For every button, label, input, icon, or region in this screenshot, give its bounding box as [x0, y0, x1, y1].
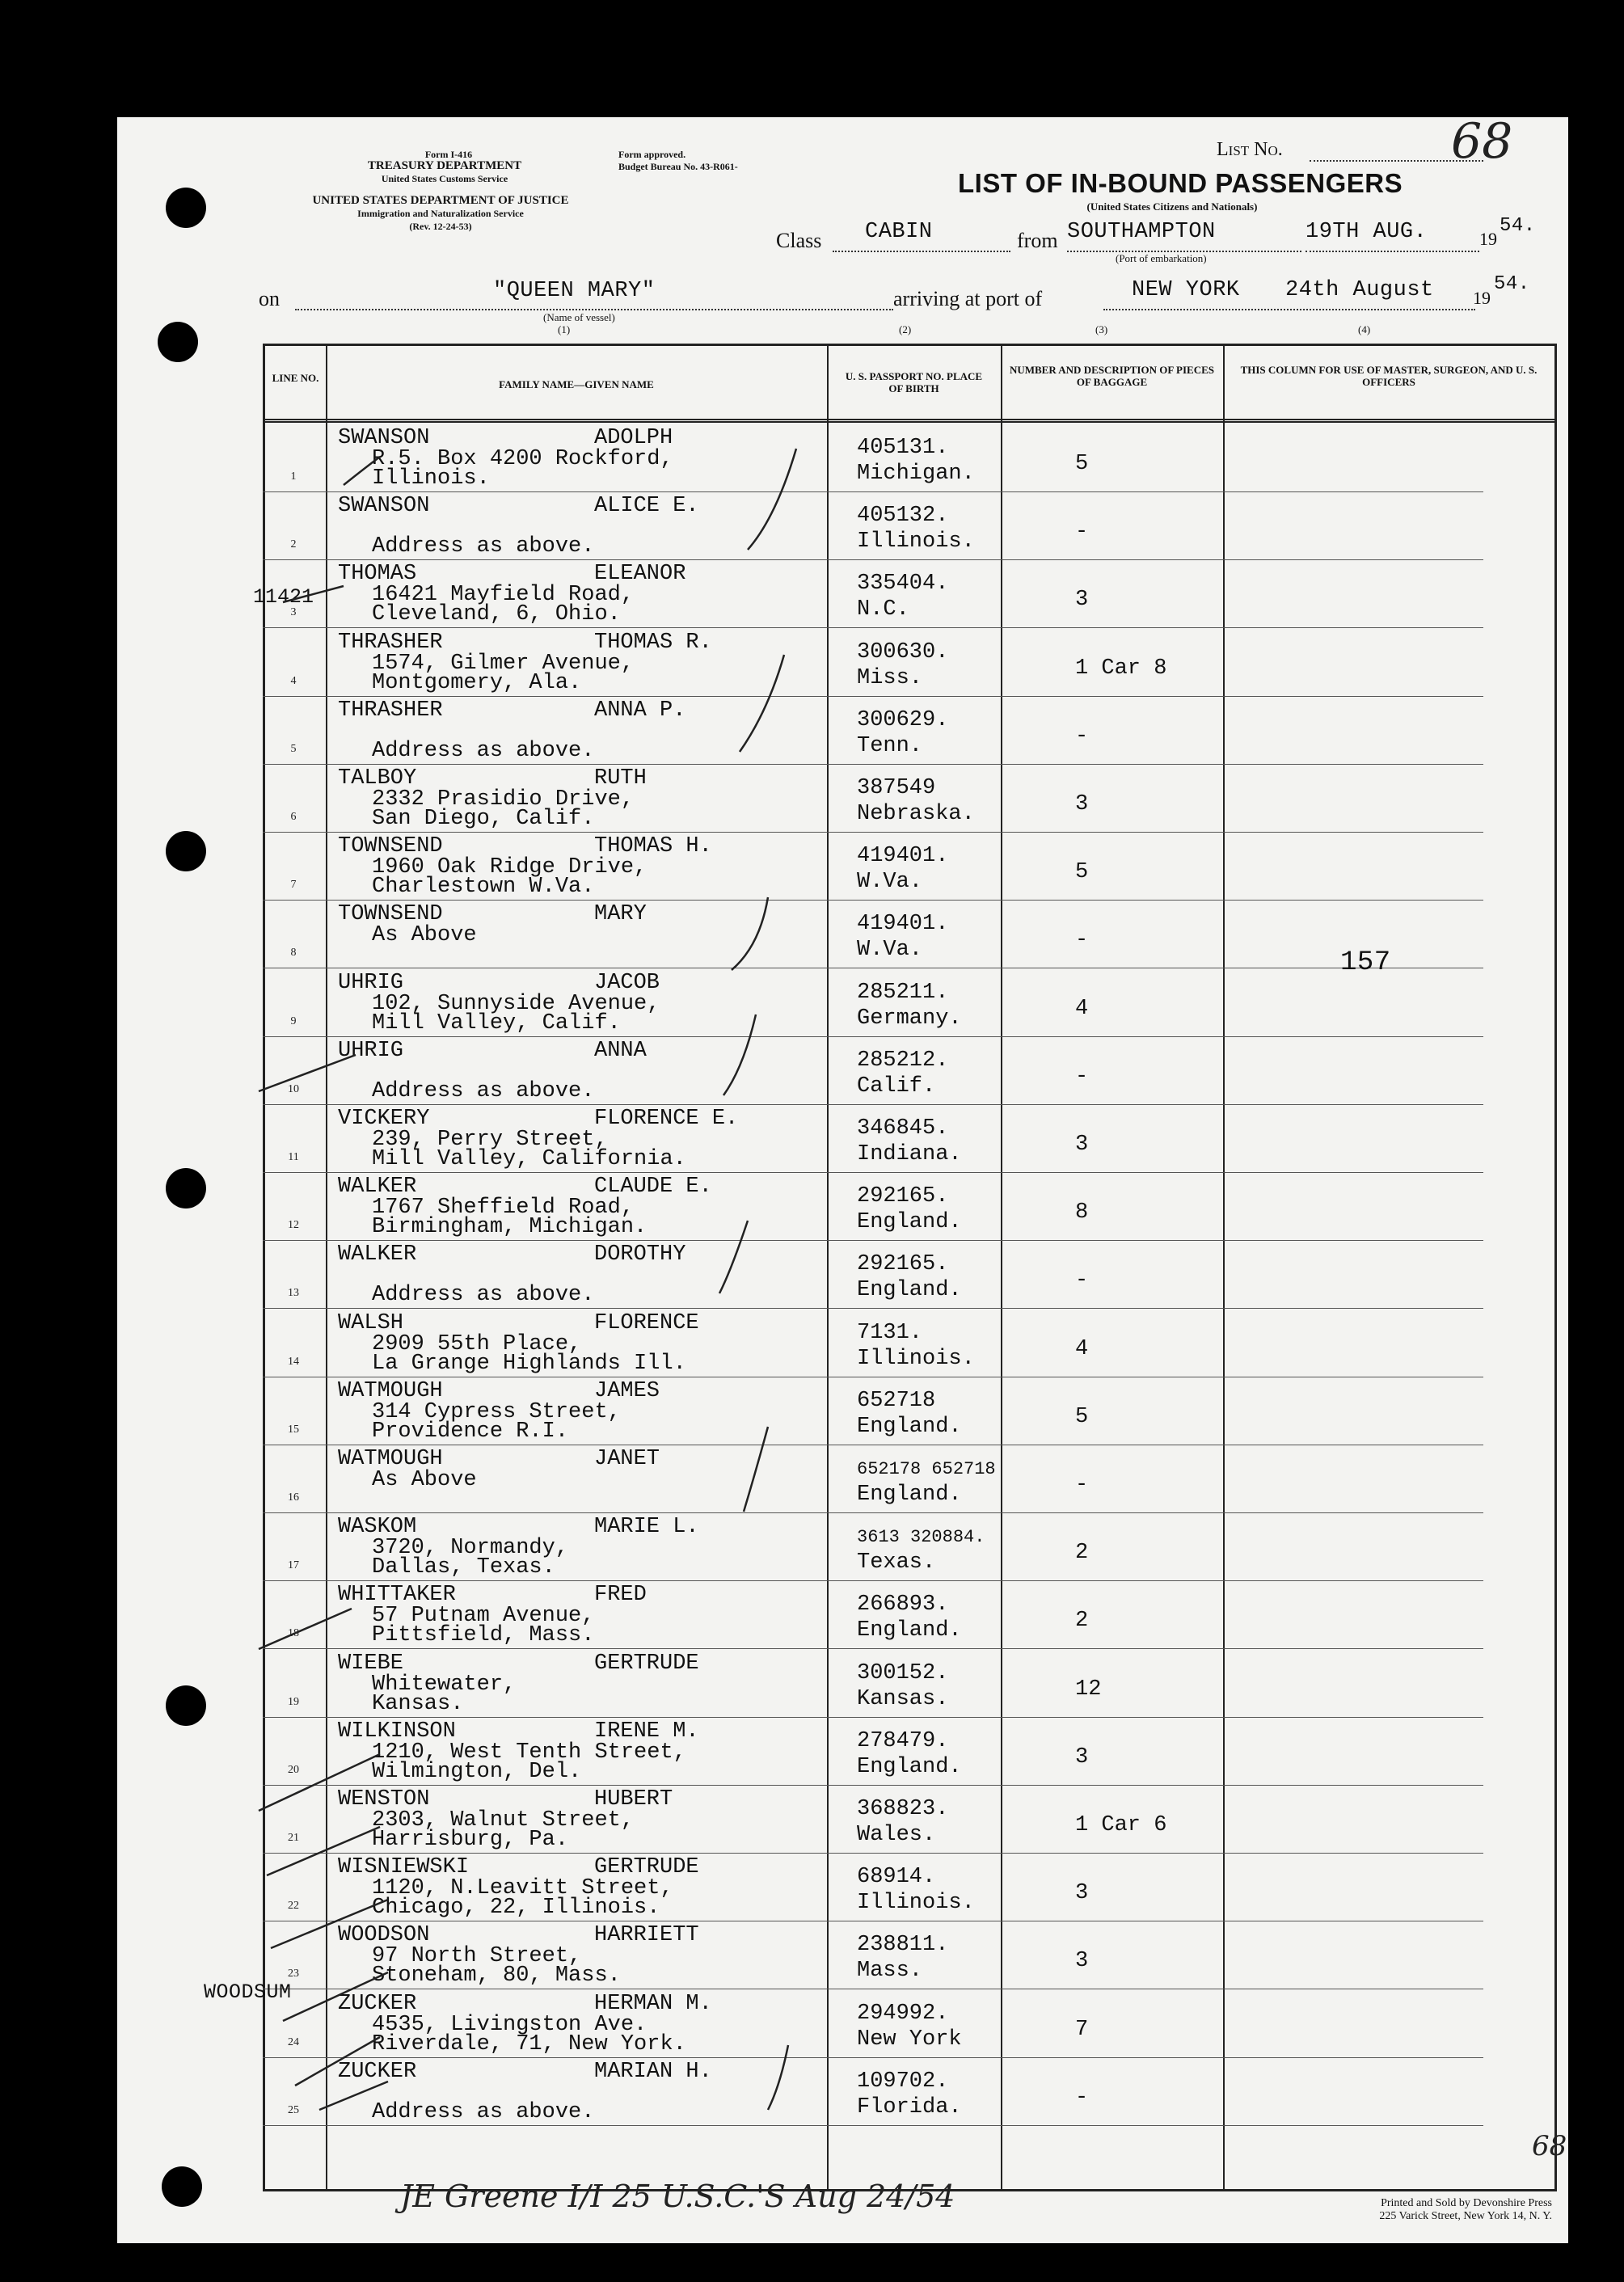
birth-place: New York [857, 2027, 962, 2052]
address-line-2: Kansas. [372, 1691, 464, 1716]
address-line-2: Dallas, Texas. [372, 1555, 555, 1580]
given-name: FRED [594, 1583, 647, 1608]
passport-number: 405131. [857, 436, 949, 460]
row-separator [263, 1853, 1483, 1854]
bottom-handwritten-note: JE Greene I/I 25 U.S.C.'S Aug 24/54 [400, 2179, 955, 2214]
baggage-count: 3 [1075, 1133, 1089, 1157]
address-line-2: Mill Valley, California. [372, 1147, 686, 1171]
row-number: 20 [288, 1763, 299, 1776]
row-number: 22 [288, 1900, 299, 1913]
passport-number: 68914. [857, 1865, 936, 1890]
family-name: WIEBE [338, 1651, 404, 1676]
passport-number: 238811. [857, 1933, 949, 1958]
passport-number: 294992. [857, 2001, 949, 2026]
given-name: DOROTHY [594, 1242, 686, 1268]
row-number: 16 [288, 1491, 299, 1504]
birth-place: Miss. [857, 665, 923, 690]
binder-hole [166, 831, 206, 871]
baggage-count: 1 Car 6 [1075, 1813, 1167, 1837]
baggage-count: 4 [1075, 996, 1089, 1021]
address-line-2: Wilmington, Del. [372, 1759, 582, 1784]
family-name: UHRIG [338, 970, 404, 995]
address-line-1: 1574, Gilmer Avenue, [372, 651, 635, 676]
baggage-count: - [1075, 1064, 1089, 1089]
class-line [833, 251, 1010, 252]
given-name: THOMAS R. [594, 630, 712, 655]
on-line [295, 309, 893, 310]
address-line-1: 1120, N.Leavitt Street, [372, 1876, 673, 1901]
row-separator [263, 1104, 1483, 1105]
address-line-2: La Grange Highlands Ill. [372, 1351, 686, 1376]
corner-number: 68 [1532, 2130, 1567, 2162]
row-number: 13 [288, 1287, 299, 1300]
row-separator [263, 1717, 1483, 1718]
given-name: THOMAS H. [594, 834, 712, 859]
passport-number: 278479. [857, 1728, 949, 1753]
baggage-count: 4 [1075, 1336, 1089, 1361]
vessel-name: "QUEEN MARY" [493, 279, 656, 303]
passport-number: 300629. [857, 707, 949, 732]
row-number: 7 [290, 879, 297, 892]
passport-number: 292165. [857, 1184, 949, 1209]
baggage-count: 5 [1075, 860, 1089, 885]
list-number-handwritten: 68 [1451, 113, 1513, 170]
row-number: 4 [290, 674, 297, 687]
col-divider [1223, 346, 1225, 2189]
address-line-1: As Above [372, 1468, 477, 1492]
birth-place: Wales. [857, 1823, 936, 1847]
embarkation-caption: (Port of embarkation) [1116, 252, 1207, 264]
page-title: LIST OF IN-BOUND PASSENGERS [958, 168, 1403, 198]
binder-hole [158, 322, 198, 362]
arrival-line [1103, 309, 1475, 310]
address-line-2: Birmingham, Michigan. [372, 1215, 647, 1240]
baggage-count: - [1075, 928, 1089, 953]
row-number: 8 [290, 947, 297, 960]
row-number: 15 [288, 1423, 299, 1436]
birth-place: Michigan. [857, 462, 975, 486]
address-line-1: 97 North Street, [372, 1944, 582, 1969]
given-name: JAMES [594, 1378, 660, 1403]
row-number: 3 [290, 606, 297, 619]
address-line-1: 1210, West Tenth Street, [372, 1740, 686, 1765]
row-separator [263, 559, 1483, 560]
address-line-1: 16421 Mayfield Road, [372, 583, 635, 608]
given-name: ALICE E. [594, 494, 699, 519]
address-line-2: Stoneham, 80, Mass. [372, 1964, 621, 1989]
family-name: WATMOUGH [338, 1378, 443, 1403]
address-line-1: 2909 55th Place, [372, 1331, 582, 1356]
family-name: ZUCKER [338, 2059, 417, 2084]
passport-number: 300152. [857, 1660, 949, 1685]
birth-place: England. [857, 1754, 962, 1779]
address-line-2: Charlestown W.Va. [372, 875, 595, 900]
address-line-2: Address as above. [372, 2099, 595, 2124]
given-name: FLORENCE E. [594, 1107, 739, 1131]
passport-number: 419401. [857, 844, 949, 869]
budget-bureau: Budget Bureau No. 43-R061- [618, 161, 738, 172]
address-line-1: Whitewater, [372, 1672, 517, 1697]
baggage-count: - [1075, 1268, 1089, 1293]
given-name: ANNA [594, 1038, 647, 1063]
birth-place: W.Va. [857, 870, 923, 895]
baggage-count: 8 [1075, 1200, 1089, 1225]
printer-line-1: Printed and Sold by Devonshire Press [1381, 2197, 1552, 2209]
passport-number: 387549 [857, 776, 936, 800]
passport-number: 335404. [857, 572, 949, 597]
address-line-1: 3720, Normandy, [372, 1536, 569, 1561]
birth-place: England. [857, 1210, 962, 1235]
arrival-date: 24th August [1285, 278, 1434, 302]
arrival-port: NEW YORK [1132, 278, 1240, 302]
birth-place: England. [857, 1414, 962, 1439]
passport-number: 3613 320884. [857, 1527, 985, 1548]
passport-number: 285211. [857, 980, 949, 1005]
on-label: on [259, 287, 280, 310]
birth-place: England. [857, 1618, 962, 1643]
baggage-count: 3 [1075, 588, 1089, 613]
address-line-2: Address as above. [372, 1283, 595, 1308]
birth-place: Calif. [857, 1074, 936, 1099]
address-line-2: Illinois. [372, 466, 490, 491]
address-line-2: Address as above. [372, 1078, 595, 1103]
family-name: WASKOM [338, 1515, 417, 1540]
address-line-2: Chicago, 22, Illinois. [372, 1896, 660, 1921]
row-separator [263, 1785, 1483, 1786]
passport-number: 346845. [857, 1116, 949, 1141]
form-approved: Form approved. [618, 149, 686, 160]
birth-place: N.C. [857, 597, 909, 622]
header-rule [265, 421, 1554, 423]
col-header-line: LINE NO. [272, 372, 319, 384]
given-name: MARIE L. [594, 1515, 699, 1540]
family-name: VICKERY [338, 1107, 430, 1131]
family-name: THRASHER [338, 698, 443, 723]
given-name: ANNA P. [594, 698, 686, 723]
birth-place: England. [857, 1483, 962, 1507]
revision: (Rev. 12-24-53) [409, 221, 472, 232]
row-number: 5 [290, 742, 297, 755]
address-line-1: 314 Cypress Street, [372, 1399, 621, 1424]
row-separator [263, 1580, 1483, 1581]
family-name: THRASHER [338, 630, 443, 655]
row-number: 19 [288, 1695, 299, 1708]
family-name: SWANSON [338, 426, 430, 450]
address-line-1: As Above [372, 923, 477, 948]
passport-number: 7131. [857, 1320, 923, 1345]
row-separator [263, 1308, 1483, 1309]
date-line [1306, 251, 1479, 252]
baggage-count: 5 [1075, 1404, 1089, 1429]
row-number: 12 [288, 1219, 299, 1232]
binder-hole [166, 1168, 206, 1208]
col-num-3: (3) [1095, 323, 1108, 335]
col-divider [1001, 346, 1002, 2189]
year-prefix: 19 [1479, 229, 1497, 249]
baggage-count: 3 [1075, 1949, 1089, 1974]
given-name: GERTRUDE [594, 1855, 699, 1880]
given-name: MARY [594, 902, 647, 927]
family-name: WOODSON [338, 1923, 430, 1948]
passport-number: 300630. [857, 639, 949, 664]
address-line-1: 102, Sunnyside Avenue, [372, 991, 660, 1016]
col-header-name: FAMILY NAME—GIVEN NAME [499, 378, 654, 390]
baggage-count: 3 [1075, 792, 1089, 816]
class-value: CABIN [865, 220, 933, 244]
row-separator [263, 1172, 1483, 1173]
officer-count: 157 [1340, 947, 1391, 978]
row-number: 21 [288, 1832, 299, 1844]
given-name: ADOLPH [594, 426, 673, 450]
given-name: ELEANOR [594, 562, 686, 587]
family-name: WALKER [338, 1242, 417, 1268]
baggage-count: 1 Car 8 [1075, 656, 1167, 681]
family-name: UHRIG [338, 1038, 404, 1063]
address-line-1: 4535, Livingston Ave. [372, 2012, 647, 2037]
page-subtitle: (United States Citizens and Nationals) [1086, 200, 1258, 213]
address-line-2: Providence R.I. [372, 1419, 569, 1444]
baggage-count: - [1075, 520, 1089, 545]
arriving-label: arriving at port of [893, 287, 1043, 310]
row-separator [263, 1512, 1483, 1513]
family-name: WALKER [338, 1175, 417, 1200]
col-divider [326, 346, 327, 2189]
family-name: TOWNSEND [338, 834, 443, 859]
embarkation-port: SOUTHAMPTON [1067, 220, 1216, 244]
birth-place: Florida. [857, 2094, 962, 2120]
address-line-2: Montgomery, Ala. [372, 670, 582, 695]
col-header-officers: THIS COLUMN FOR USE OF MASTER, SURGEON, AND U. S. OFFICERS [1240, 364, 1538, 388]
address-line-1: 239, Perry Street, [372, 1128, 608, 1152]
year2-suffix: 54. [1494, 273, 1530, 295]
class-label: Class [776, 229, 822, 252]
margin-woodsum: WOODSUM [204, 1980, 292, 2004]
row-separator [263, 1648, 1483, 1649]
passport-number: 652718 [857, 1388, 936, 1413]
row-number: 6 [290, 811, 297, 823]
birth-place: Germany. [857, 1006, 962, 1031]
given-name: JACOB [594, 970, 660, 995]
baggage-count: 3 [1075, 1881, 1089, 1906]
address-line-1: 1960 Oak Ridge Drive, [372, 855, 647, 880]
col-num-2: (2) [899, 323, 912, 335]
birth-place: W.Va. [857, 938, 923, 963]
given-name: RUTH [594, 766, 647, 791]
binder-hole [166, 188, 206, 228]
passport-number: 285212. [857, 1048, 949, 1073]
passport-number: 419401. [857, 912, 949, 937]
year2-prefix: 19 [1473, 288, 1491, 308]
row-separator [263, 491, 1483, 492]
col-num-1: (1) [558, 323, 571, 335]
address-line-1: R.5. Box 4200 Rockford, [372, 447, 673, 471]
row-number: 2 [290, 538, 297, 551]
family-name: TOWNSEND [338, 902, 443, 927]
address-line-2: San Diego, Calif. [372, 807, 595, 831]
baggage-count: - [1075, 2085, 1089, 2110]
baggage-count: 3 [1075, 1744, 1089, 1769]
row-separator [263, 2057, 1483, 2058]
treasury-heading: TREASURY DEPARTMENT [367, 159, 522, 172]
row-number: 17 [288, 1559, 299, 1572]
year-suffix: 54. [1500, 215, 1536, 237]
family-name: WHITTAKER [338, 1583, 456, 1608]
given-name: CLAUDE E. [594, 1175, 712, 1200]
row-separator [263, 764, 1483, 765]
row-number: 11 [288, 1151, 299, 1163]
family-name: WENSTON [338, 1787, 430, 1812]
header-rule [265, 419, 1554, 420]
baggage-count: - [1075, 723, 1089, 749]
row-number: 9 [290, 1014, 297, 1027]
birth-place: Tenn. [857, 733, 923, 758]
baggage-count: 2 [1075, 1609, 1089, 1634]
address-line-2: Address as above. [372, 534, 595, 559]
given-name: FLORENCE [594, 1310, 699, 1335]
passport-number: 405132. [857, 504, 949, 529]
baggage-count: 2 [1075, 1541, 1089, 1566]
binder-hole [166, 1685, 206, 1726]
ins-heading: Immigration and Naturalization Service [357, 208, 524, 219]
row-separator [263, 832, 1483, 833]
row-number: 1 [290, 470, 297, 483]
baggage-count: - [1075, 1473, 1089, 1497]
birth-place: Texas. [857, 1550, 936, 1575]
row-separator [263, 1036, 1483, 1037]
birth-place: Illinois. [857, 529, 975, 555]
birth-place: Indiana. [857, 1142, 962, 1166]
family-name: ZUCKER [338, 1991, 417, 2016]
birth-place: Mass. [857, 1959, 923, 1984]
row-separator [263, 1240, 1483, 1241]
passport-number: 266893. [857, 1592, 949, 1618]
col-header-passport: U. S. PASSPORT NO. PLACE OF BIRTH [845, 370, 983, 394]
from-label: from [1017, 229, 1058, 252]
col-num-4: (4) [1358, 323, 1371, 335]
family-name: THOMAS [338, 562, 417, 587]
birth-place: Illinois. [857, 1346, 975, 1371]
birth-place: England. [857, 1278, 962, 1303]
birth-place: Nebraska. [857, 802, 975, 826]
printer-credit [1245, 2197, 1552, 2223]
family-name: WALSH [338, 1310, 404, 1335]
row-separator [263, 627, 1483, 628]
row-separator [263, 2125, 1483, 2126]
col-header-baggage: NUMBER AND DESCRIPTION OF PIECES OF BAGGAGE [1009, 364, 1215, 388]
address-line-1: 2303, Walnut Street, [372, 1808, 635, 1833]
given-name: HERMAN M. [594, 1991, 712, 2016]
family-name: SWANSON [338, 494, 430, 519]
justice-heading: UNITED STATES DEPARTMENT OF JUSTICE [312, 194, 569, 207]
printer-line-2: 225 Varick Street, New York 14, N. Y. [1379, 2210, 1552, 2222]
birth-place: Kansas. [857, 1686, 949, 1711]
departure-date: 19TH AUG. [1306, 220, 1428, 244]
address-line-2: Harrisburg, Pa. [372, 1828, 569, 1852]
address-line-2: Riverdale, 71, New York. [372, 2031, 686, 2056]
baggage-count: 7 [1075, 2017, 1089, 2042]
col-divider [827, 346, 829, 2189]
address-line-1: 57 Putnam Avenue, [372, 1604, 595, 1629]
address-line-1: 2332 Prasidio Drive, [372, 787, 635, 812]
row-number: 25 [288, 2103, 299, 2116]
margin-number: 11421 [253, 585, 314, 609]
given-name: JANET [594, 1447, 660, 1471]
address-line-2: Mill Valley, Calif. [372, 1010, 621, 1036]
vessel-caption: (Name of vessel) [543, 311, 615, 323]
row-number: 24 [288, 2035, 299, 2048]
birth-place: Illinois. [857, 1891, 975, 1916]
given-name: HARRIETT [594, 1923, 699, 1948]
given-name: GERTRUDE [594, 1651, 699, 1676]
address-line-2: Address as above. [372, 738, 595, 763]
address-line-1: 1767 Sheffield Road, [372, 1196, 635, 1221]
list-no-label: List No. [1217, 139, 1283, 160]
row-number: 18 [288, 1627, 299, 1640]
given-name: MARIAN H. [594, 2059, 712, 2084]
binder-hole [162, 2166, 202, 2207]
passport-number: 109702. [857, 2069, 949, 2094]
form-number: Form I-416 [424, 149, 473, 160]
family-name: WISNIEWSKI [338, 1855, 470, 1880]
row-number: 23 [288, 1968, 299, 1980]
passport-number: 652178 652718 [857, 1459, 996, 1479]
given-name: HUBERT [594, 1787, 673, 1812]
family-name: TALBOY [338, 766, 417, 791]
row-separator [263, 696, 1483, 697]
row-number: 10 [288, 1082, 299, 1095]
address-line-2: Cleveland, 6, Ohio. [372, 602, 621, 627]
given-name: IRENE M. [594, 1719, 699, 1744]
baggage-count: 5 [1075, 452, 1089, 476]
row-separator [263, 900, 1483, 901]
family-name: WILKINSON [338, 1719, 456, 1744]
passport-number: 368823. [857, 1797, 949, 1821]
address-line-2: Pittsfield, Mass. [372, 1623, 595, 1648]
passport-number: 292165. [857, 1252, 949, 1277]
baggage-count: 12 [1075, 1677, 1102, 1702]
customs-heading: United States Customs Service [381, 173, 508, 184]
family-name: WATMOUGH [338, 1447, 443, 1471]
row-number: 14 [288, 1355, 299, 1368]
